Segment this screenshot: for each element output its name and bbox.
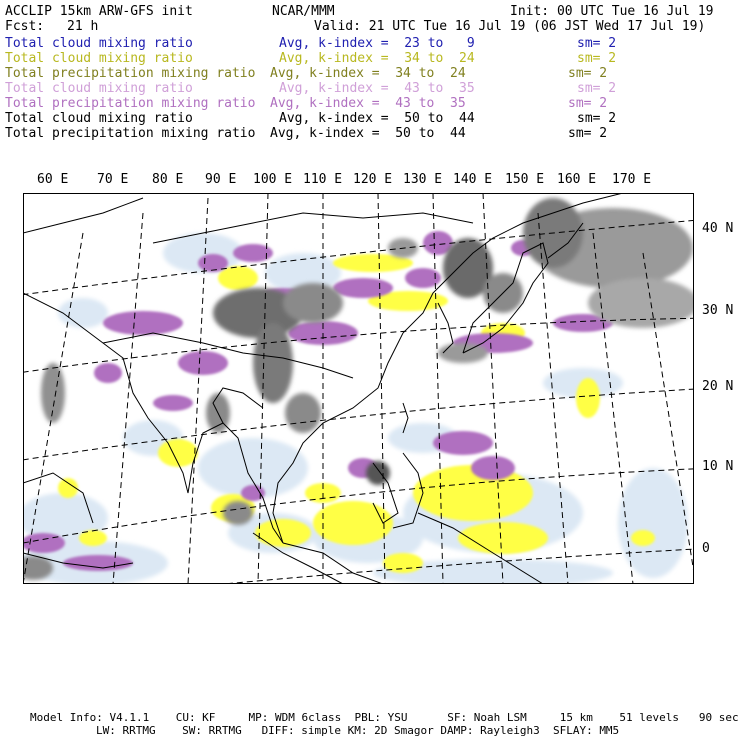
lat-label-20n: 20 N xyxy=(702,379,734,394)
model-info-line2: LW: RRTMG SW: RRTMG DIFF: simple KM: 2D Smagor DAMP: Rayleigh3 SFLAY: MM5 xyxy=(96,724,620,737)
legend-sm-5: sm= 2 xyxy=(568,96,608,111)
lon-label-130e: 130 E xyxy=(403,172,443,187)
lon-label-90e: 90 E xyxy=(205,172,237,187)
lat-label-40n: 40 N xyxy=(702,221,734,236)
legend-avg-6: Avg, k-index = 50 to 44 xyxy=(279,111,475,126)
legend-sm-4: sm= 2 xyxy=(577,81,617,96)
valid-time: Valid: 21 UTC Tue 16 Jul 19 (06 JST Wed 17 Jul 19) xyxy=(314,19,706,34)
legend-field-6: Total cloud mixing ratio xyxy=(5,111,193,126)
legend-field-1: Total cloud mixing ratio xyxy=(5,36,193,51)
cloud-map xyxy=(23,193,694,584)
lon-label-160e: 160 E xyxy=(557,172,597,187)
lon-label-70e: 70 E xyxy=(97,172,129,187)
fcst-value: 21 h xyxy=(67,19,99,34)
lon-label-60e: 60 E xyxy=(37,172,69,187)
model-info-line1: Model Info: V4.1.1 CU: KF MP: WDM 6class PBL: YSU SF: Noah LSM 15 km 51 levels 90 sec xyxy=(30,711,739,724)
lat-label-30n: 30 N xyxy=(702,303,734,318)
init-time: Init: 00 UTC Tue 16 Jul 19 xyxy=(510,4,714,19)
fcst-label: Fcst: xyxy=(5,19,45,34)
org-label: NCAR/MMM xyxy=(272,4,335,19)
lat-label-10n: 10 N xyxy=(702,459,734,474)
lon-label-150e: 150 E xyxy=(505,172,545,187)
lat-label-0: 0 xyxy=(702,541,710,556)
legend-avg-3: Avg, k-index = 34 to 24 xyxy=(270,66,466,81)
legend-sm-1: sm= 2 xyxy=(577,36,617,51)
lon-label-140e: 140 E xyxy=(453,172,493,187)
legend-field-2: Total cloud mixing ratio xyxy=(5,51,193,66)
legend-avg-2: Avg, k-index = 34 to 24 xyxy=(279,51,475,66)
legend-field-3: Total precipitation mixing ratio xyxy=(5,66,256,81)
legend-avg-7: Avg, k-index = 50 to 44 xyxy=(270,126,466,141)
lon-label-80e: 80 E xyxy=(152,172,184,187)
map-title: ACCLIP 15km ARW-GFS init xyxy=(5,4,193,19)
lon-label-170e: 170 E xyxy=(612,172,652,187)
lon-label-120e: 120 E xyxy=(353,172,393,187)
legend-sm-2: sm= 2 xyxy=(577,51,617,66)
lon-label-110e: 110 E xyxy=(303,172,343,187)
legend-field-7: Total precipitation mixing ratio xyxy=(5,126,256,141)
legend-sm-6: sm= 2 xyxy=(577,111,617,126)
legend-sm-7: sm= 2 xyxy=(568,126,608,141)
legend-sm-3: sm= 2 xyxy=(568,66,608,81)
lon-label-100e: 100 E xyxy=(253,172,293,187)
legend-field-5: Total precipitation mixing ratio xyxy=(5,96,256,111)
legend-field-4: Total cloud mixing ratio xyxy=(5,81,193,96)
legend-avg-4: Avg, k-index = 43 to 35 xyxy=(279,81,475,96)
legend-avg-1: Avg, k-index = 23 to 9 xyxy=(279,36,475,51)
legend-avg-5: Avg, k-index = 43 to 35 xyxy=(270,96,466,111)
